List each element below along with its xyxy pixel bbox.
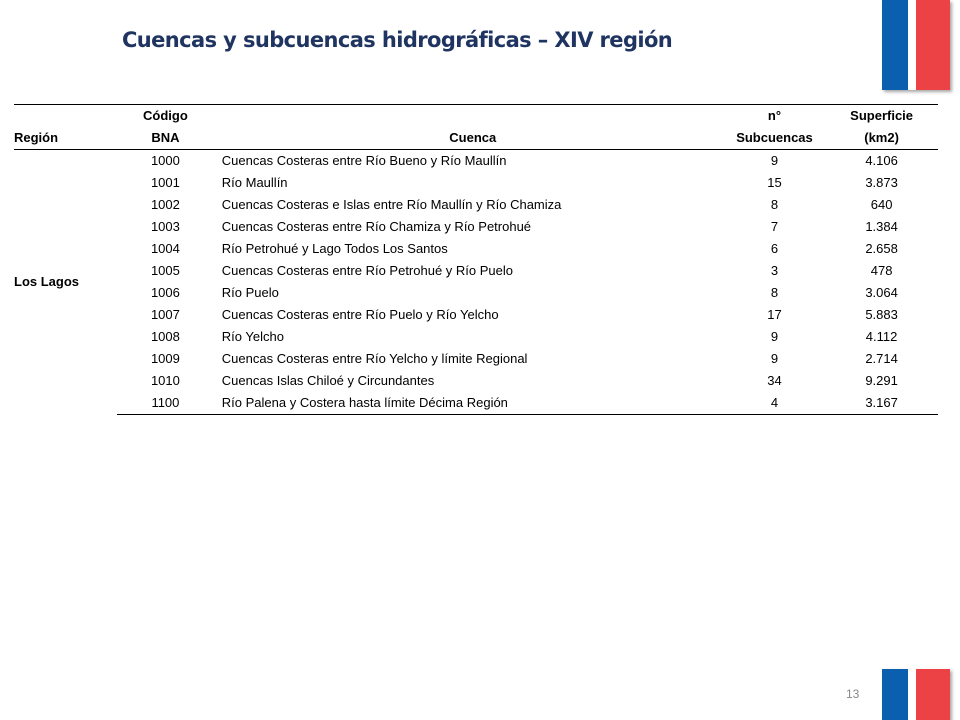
table-row — [14, 150, 938, 173]
subcuencas-cell: 8 — [770, 285, 779, 300]
subcuencas-cell: 9 — [770, 329, 779, 344]
header-codigo-bottom: BNA — [117, 127, 214, 150]
cuenca-cell: Cuencas Islas Chiloé y Circundantes — [221, 373, 435, 388]
table-row — [14, 172, 938, 194]
table-row — [14, 392, 938, 415]
cuencas-table — [14, 104, 938, 415]
header-codigo-top: Código — [117, 105, 214, 128]
subcuencas-cell: 9 — [770, 351, 779, 366]
subcuencas-cell: 7 — [770, 219, 779, 234]
superficie-cell: 478 — [870, 263, 893, 278]
subcuencas-cell: 8 — [770, 197, 779, 212]
codigo-cell: 1100 — [117, 392, 214, 415]
cuenca-cell: Río Puelo — [221, 285, 279, 300]
table-row — [14, 194, 938, 216]
header-region-top — [14, 105, 117, 128]
codigo-cell: 1003 — [150, 219, 180, 234]
superficie-cell: 3.167 — [825, 392, 938, 415]
chile-flag-logo — [882, 0, 950, 90]
cuenca-cell: Cuencas Costeras entre Río Chamiza y Río Petrohué — [221, 219, 532, 234]
codigo-cell: 1006 — [150, 285, 180, 300]
cuenca-cell: Río Palena y Costera hasta límite Décima Región — [214, 392, 724, 415]
table-row — [14, 282, 938, 304]
table-row — [14, 326, 938, 348]
codigo-cell: 1005 — [150, 263, 180, 278]
header-region: Región — [14, 127, 117, 150]
header-cuenca: Cuenca — [214, 127, 724, 150]
subcuencas-cell: 9 — [770, 153, 779, 168]
flag-blue-band — [882, 0, 908, 90]
codigo-cell: 1009 — [150, 351, 180, 366]
table-row — [14, 348, 938, 370]
table-header-row-top — [14, 105, 938, 128]
cuenca-cell: Cuencas Costeras entre Río Puelo y Río Yelcho — [221, 307, 499, 322]
cuenca-cell: Cuencas Costeras entre Río Yelcho y límite Regional — [221, 351, 528, 366]
header-cuenca-top — [214, 105, 724, 128]
codigo-cell: 1004 — [150, 241, 180, 256]
chile-flag-footer — [882, 669, 950, 720]
region-cell: Los Lagos — [14, 274, 80, 290]
subcuencas-cell: 15 — [767, 175, 782, 190]
table-header-row-bottom — [14, 127, 938, 150]
superficie-cell: 3.064 — [865, 285, 898, 300]
header-superficie-bottom: (km2) — [825, 127, 938, 150]
slide-title: Cuencas y subcuencas hidrográficas – XIV región — [122, 28, 673, 52]
header-subcuencas-top: n° — [724, 105, 825, 128]
table-row — [14, 304, 938, 326]
subcuencas-cell: 17 — [767, 307, 782, 322]
superficie-cell: 640 — [870, 197, 893, 212]
subcuencas-cell: 34 — [767, 373, 782, 388]
table-row — [14, 370, 938, 392]
header-subcuencas-bottom: Subcuencas — [724, 127, 825, 150]
cuenca-cell: Río Petrohué y Lago Todos Los Santos — [221, 241, 448, 256]
superficie-cell: 2.714 — [865, 351, 898, 366]
codigo-cell: 1007 — [150, 307, 180, 322]
table-row — [14, 238, 938, 260]
superficie-cell: 4.106 — [865, 153, 898, 168]
subcuencas-cell: 4 — [724, 392, 825, 415]
codigo-cell: 1001 — [150, 175, 180, 190]
flag-white-band — [908, 0, 916, 90]
table-row — [14, 260, 938, 282]
codigo-cell: 1000 — [150, 153, 180, 168]
superficie-cell: 3.873 — [865, 175, 898, 190]
table-row — [14, 216, 938, 238]
codigo-cell: 1002 — [150, 197, 180, 212]
cuenca-cell: Cuencas Costeras entre Río Bueno y Río Maullín — [221, 153, 507, 168]
codigo-cell: 1010 — [150, 373, 180, 388]
flag-red-band — [916, 669, 950, 720]
cuenca-cell: Río Yelcho — [221, 329, 284, 344]
flag-blue-band — [882, 669, 908, 720]
cuenca-cell: Cuencas Costeras entre Río Petrohué y Río Puelo — [221, 263, 513, 278]
subcuencas-cell: 3 — [770, 263, 779, 278]
cuenca-cell: Río Maullín — [221, 175, 288, 190]
superficie-cell: 9.291 — [865, 373, 898, 388]
flag-red-band — [916, 0, 950, 90]
page-number: 13 — [846, 687, 860, 701]
superficie-cell: 1.384 — [865, 219, 898, 234]
header-superficie-top: Superficie — [825, 105, 938, 128]
superficie-cell: 4.112 — [865, 329, 898, 344]
cuenca-cell: Cuencas Costeras e Islas entre Río Maullín y Río Chamiza — [221, 197, 562, 212]
codigo-cell: 1008 — [150, 329, 180, 344]
subcuencas-cell: 6 — [770, 241, 779, 256]
superficie-cell: 2.658 — [865, 241, 898, 256]
superficie-cell: 5.883 — [865, 307, 898, 322]
flag-white-band — [908, 669, 916, 720]
